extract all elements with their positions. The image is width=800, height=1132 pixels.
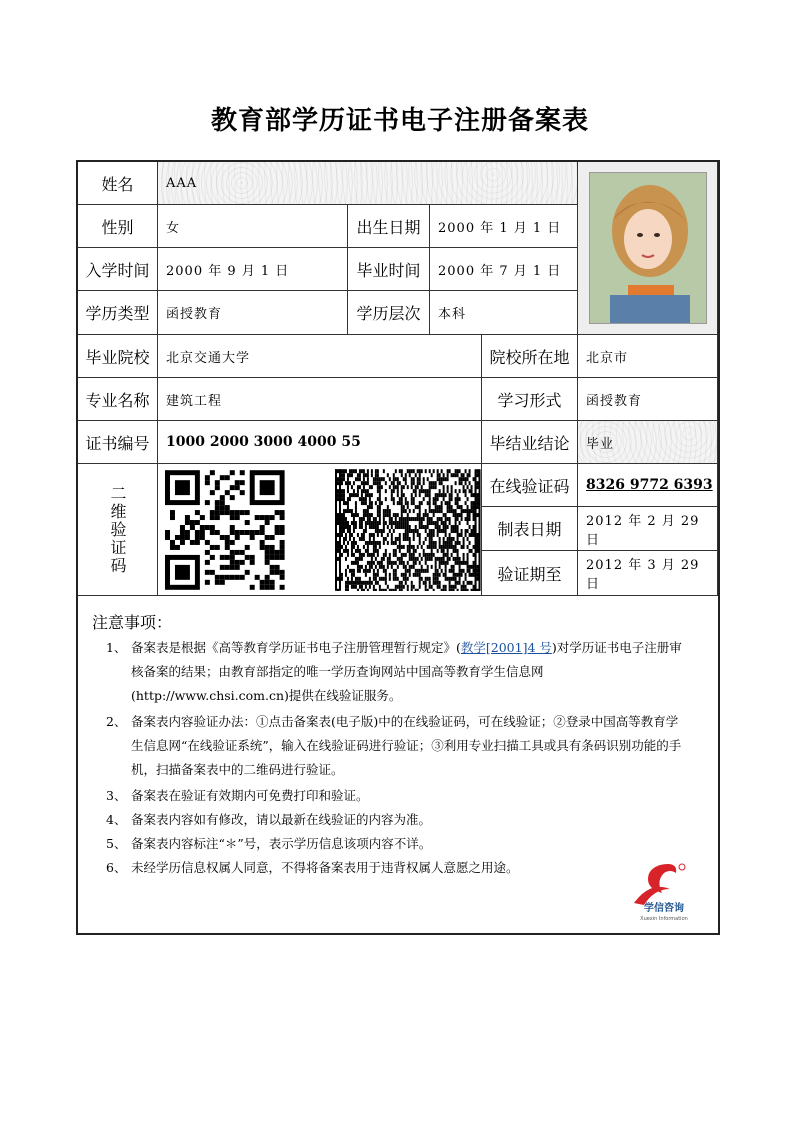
valid-until-label: 验证期至 [482,551,578,596]
svg-text:学信咨询: 学信咨询 [644,903,684,914]
made-date-value: 2012 年 2 月 29 日 [578,507,718,551]
study-form-label: 学习形式 [482,378,578,421]
svg-text:Xuexin Information: Xuexin Information [640,916,688,922]
qr-label-cell [78,464,158,596]
edu-type-value: 函授教育 [158,291,348,335]
note-item: 4、 备案表内容如有修改，请以最新在线验证的内容为准。 [106,812,432,827]
notes-section [78,596,718,933]
student-photo [589,172,707,324]
edu-type-label: 学历类型 [78,291,158,335]
enroll-value: 2000 年 9 月 1 日 [158,248,348,291]
edu-level-label: 学历层次 [348,291,430,335]
birth-label: 出生日期 [348,205,430,248]
valid-until-value: 2012 年 3 月 29 日 [578,551,718,596]
major-value: 建筑工程 [158,378,482,421]
note-item: 2、 备案表内容验证办法：①点击备案表(电子版)中的在线验证码，可在线验证；②登录中国高等教育学生信息网“在线验证系统”，输入在线验证码进行验证；③利用专业扫描工具或具有条码识别功能的手机，扫描备案表中的二维码进行验证。 [106,714,682,777]
graduate-value: 2000 年 7 月 1 日 [430,248,578,291]
birth-value: 2000 年 1 月 1 日 [430,205,578,248]
qr-code[interactable] [164,469,325,591]
notes-title: 注意事项： [92,613,173,632]
pdf417-barcode[interactable] [335,469,481,591]
photo-cell [578,162,718,335]
registration-form [76,160,720,935]
cert-no-value: 1000 2000 3000 4000 55 [158,421,482,464]
name-value: AAA [158,162,578,205]
page-title: 教育部学历证书电子注册备案表 [210,106,589,136]
verify-code-label: 在线验证码 [482,464,578,507]
graduate-label: 毕业时间 [348,248,430,291]
verify-code-cell[interactable] [578,464,718,507]
note-item: 3、 备案表在验证有效期内可免费打印和验证。 [106,788,369,803]
study-form-value: 函授教育 [578,378,718,421]
school-location-label: 院校所在地 [482,335,578,378]
qr-label: 二维验证码 [108,484,127,575]
regulation-link[interactable]: 教学[2001]4 号 [460,640,552,655]
school-value: 北京交通大学 [158,335,482,378]
note-item: 5、 备案表内容标注“＊”号，表示学历信息该项内容不详。 [106,836,432,851]
cert-no-label: 证书编号 [78,421,158,464]
school-label: 毕业院校 [78,335,158,378]
enroll-label: 入学时间 [78,248,158,291]
school-location-value: 北京市 [578,335,718,378]
major-label: 专业名称 [78,378,158,421]
verify-code-link[interactable]: 8326 9772 6393 [586,477,713,493]
name-label: 姓名 [78,162,158,205]
xuexin-logo [620,859,700,923]
made-date-label: 制表日期 [482,507,578,551]
qr-codes[interactable] [158,464,482,596]
gender-value: 女 [158,205,348,248]
conclusion-label: 毕结业结论 [482,421,578,464]
note-item: 1、 备案表是根据《高等教育学历证书电子注册管理暂行规定》(教学[2001]4 号)对学历证书电子注册审核备案的结果；由教育部指定的唯一学历查询网站中国高等教育学生信息网(http://www.chsi.com.cn)提供在线验证服务。 [106,640,682,703]
note-item: 6、 未经学历信息权属人同意，不得将备案表用于违背权属人意愿之用途。 [106,860,519,875]
gender-label: 性别 [78,205,158,248]
edu-level-value: 本科 [430,291,578,335]
conclusion-value: 毕业 [578,421,718,464]
